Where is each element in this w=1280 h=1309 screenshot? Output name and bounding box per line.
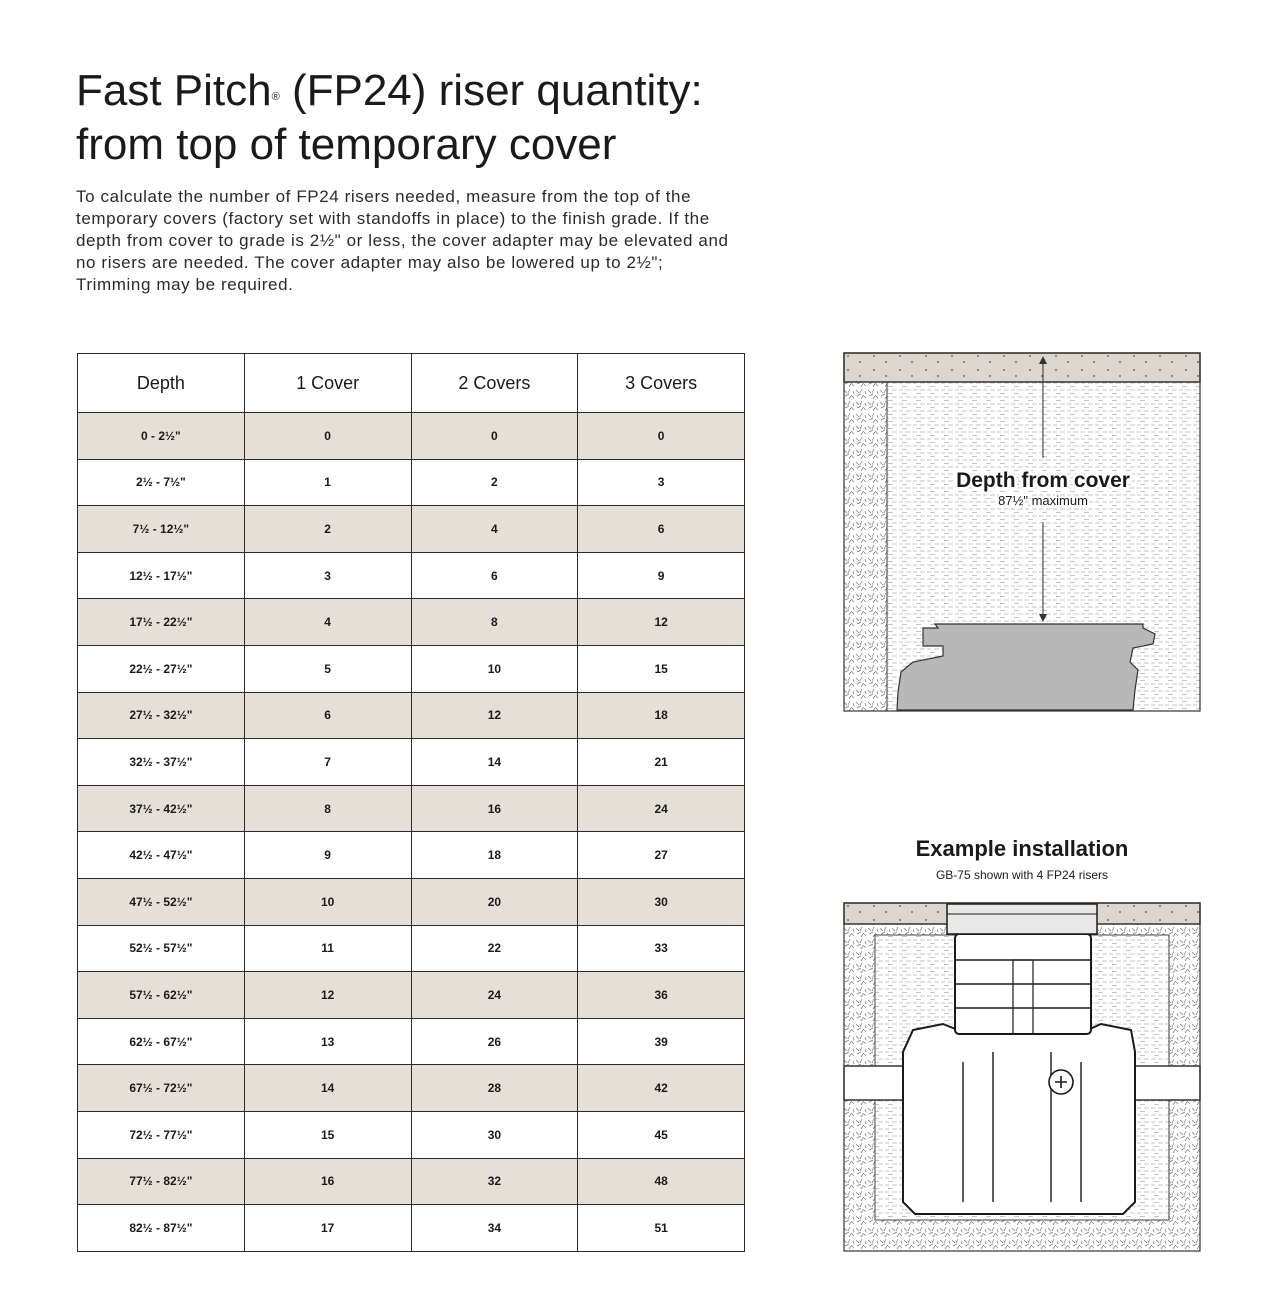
cell-depth: 57½ - 62½" (78, 972, 245, 1019)
depth-concrete-slab (844, 353, 1200, 382)
cell-three-covers: 6 (578, 506, 745, 553)
cell-one-cover: 14 (244, 1065, 411, 1112)
cell-one-cover: 13 (244, 1018, 411, 1065)
cell-one-cover: 5 (244, 645, 411, 692)
table-row (78, 1205, 745, 1252)
table-row (78, 459, 745, 506)
cell-depth: 22½ - 27½" (78, 645, 245, 692)
cell-depth: 0 - 2½" (78, 413, 245, 460)
example-title: Example installation (915, 836, 1129, 861)
registered-mark: ® (271, 91, 280, 103)
cell-depth: 27½ - 32½" (78, 692, 245, 739)
example-subtitle: GB-75 shown with 4 FP24 risers (935, 868, 1109, 882)
header-2-covers: 2 Covers (411, 354, 578, 413)
cell-depth: 32½ - 37½" (78, 739, 245, 786)
cell-depth: 47½ - 52½" (78, 878, 245, 925)
table-row (78, 972, 745, 1019)
cell-three-covers: 24 (578, 785, 745, 832)
cell-one-cover: 3 (244, 552, 411, 599)
cell-one-cover: 16 (244, 1158, 411, 1205)
cell-three-covers: 0 (578, 413, 745, 460)
cell-two-covers: 14 (411, 739, 578, 786)
cell-depth: 12½ - 17½" (78, 552, 245, 599)
depth-label: Depth from cover (956, 469, 1130, 492)
cell-one-cover: 2 (244, 506, 411, 553)
cell-three-covers: 3 (578, 459, 745, 506)
table-row (78, 1158, 745, 1205)
cell-one-cover: 17 (244, 1205, 411, 1252)
title-rest: (FP24) riser quantity: (279, 66, 703, 115)
table-row (78, 1065, 745, 1112)
cell-two-covers: 4 (411, 506, 578, 553)
table-row (78, 413, 745, 460)
cell-depth: 62½ - 67½" (78, 1018, 245, 1065)
outlet-pipe-left (844, 1066, 908, 1100)
cell-one-cover: 6 (244, 692, 411, 739)
cell-depth: 52½ - 57½" (78, 925, 245, 972)
table-row (78, 832, 745, 879)
cell-three-covers: 48 (578, 1158, 745, 1205)
cell-depth: 72½ - 77½" (78, 1111, 245, 1158)
table-row (78, 785, 745, 832)
cell-one-cover: 1 (244, 459, 411, 506)
cell-two-covers: 10 (411, 645, 578, 692)
cell-one-cover: 9 (244, 832, 411, 879)
cell-three-covers: 30 (578, 878, 745, 925)
cell-two-covers: 28 (411, 1065, 578, 1112)
cell-two-covers: 34 (411, 1205, 578, 1252)
depth-gravel-left (844, 382, 887, 711)
cell-one-cover: 12 (244, 972, 411, 1019)
cell-depth: 42½ - 47½" (78, 832, 245, 879)
table-header-row (78, 354, 745, 413)
outlet-pipe-right (1133, 1066, 1200, 1100)
table-row (78, 552, 745, 599)
header-3-covers: 3 Covers (578, 354, 745, 413)
cell-depth: 37½ - 42½" (78, 785, 245, 832)
interceptor-tank (903, 1024, 1135, 1214)
cell-three-covers: 51 (578, 1205, 745, 1252)
table-row (78, 645, 745, 692)
cover-adapter-shape (897, 624, 1155, 710)
header-1-cover: 1 Cover (244, 354, 411, 413)
cell-three-covers: 12 (578, 599, 745, 646)
cell-depth: 67½ - 72½" (78, 1065, 245, 1112)
cell-two-covers: 12 (411, 692, 578, 739)
depth-diagram (843, 352, 1201, 712)
cell-one-cover: 11 (244, 925, 411, 972)
table-row (78, 1111, 745, 1158)
cell-depth: 2½ - 7½" (78, 459, 245, 506)
depth-sublabel: 87½" maximum (998, 493, 1088, 508)
cell-three-covers: 27 (578, 832, 745, 879)
cell-one-cover: 15 (244, 1111, 411, 1158)
table-row (78, 739, 745, 786)
cell-one-cover: 7 (244, 739, 411, 786)
page-title (76, 64, 796, 172)
cell-depth: 7½ - 12½" (78, 506, 245, 553)
cell-two-covers: 6 (411, 552, 578, 599)
cover-adapter-top (947, 904, 1097, 934)
cell-two-covers: 30 (411, 1111, 578, 1158)
cell-three-covers: 18 (578, 692, 745, 739)
table-row (78, 1018, 745, 1065)
cell-depth: 82½ - 87½" (78, 1205, 245, 1252)
riser-quantity-table (77, 353, 745, 1252)
cell-one-cover: 8 (244, 785, 411, 832)
cell-depth: 77½ - 82½" (78, 1158, 245, 1205)
cell-three-covers: 9 (578, 552, 745, 599)
table-row (78, 878, 745, 925)
table-row (78, 506, 745, 553)
table-row (78, 692, 745, 739)
cell-two-covers: 32 (411, 1158, 578, 1205)
intro-paragraph: To calculate the number of FP24 risers needed, measure from the top of the temporary covers (factory set with standoffs in place) to the finish grade. If the depth from cover to grade is 2½" or less, the cover adapter may be elevated and no risers are needed. The cover adapter may also be lowered up to 2½"; Trimming may be required. (76, 187, 729, 294)
cell-one-cover: 10 (244, 878, 411, 925)
table-row (78, 599, 745, 646)
cell-three-covers: 33 (578, 925, 745, 972)
cell-one-cover: 0 (244, 413, 411, 460)
cell-one-cover: 4 (244, 599, 411, 646)
cell-two-covers: 16 (411, 785, 578, 832)
cell-two-covers: 0 (411, 413, 578, 460)
title-brand: Fast Pitch (76, 66, 272, 115)
cell-three-covers: 36 (578, 972, 745, 1019)
table-row (78, 925, 745, 972)
cell-two-covers: 20 (411, 878, 578, 925)
installation-diagram (843, 902, 1201, 1252)
cell-two-covers: 2 (411, 459, 578, 506)
title-line-2: from top of temporary cover (76, 120, 617, 169)
cell-three-covers: 45 (578, 1111, 745, 1158)
cell-three-covers: 15 (578, 645, 745, 692)
cell-two-covers: 22 (411, 925, 578, 972)
cell-two-covers: 8 (411, 599, 578, 646)
cell-three-covers: 42 (578, 1065, 745, 1112)
cell-depth: 17½ - 22½" (78, 599, 245, 646)
cell-two-covers: 24 (411, 972, 578, 1019)
cell-three-covers: 21 (578, 739, 745, 786)
cell-two-covers: 26 (411, 1018, 578, 1065)
header-depth: Depth (78, 354, 245, 413)
cell-three-covers: 39 (578, 1018, 745, 1065)
cell-two-covers: 18 (411, 832, 578, 879)
